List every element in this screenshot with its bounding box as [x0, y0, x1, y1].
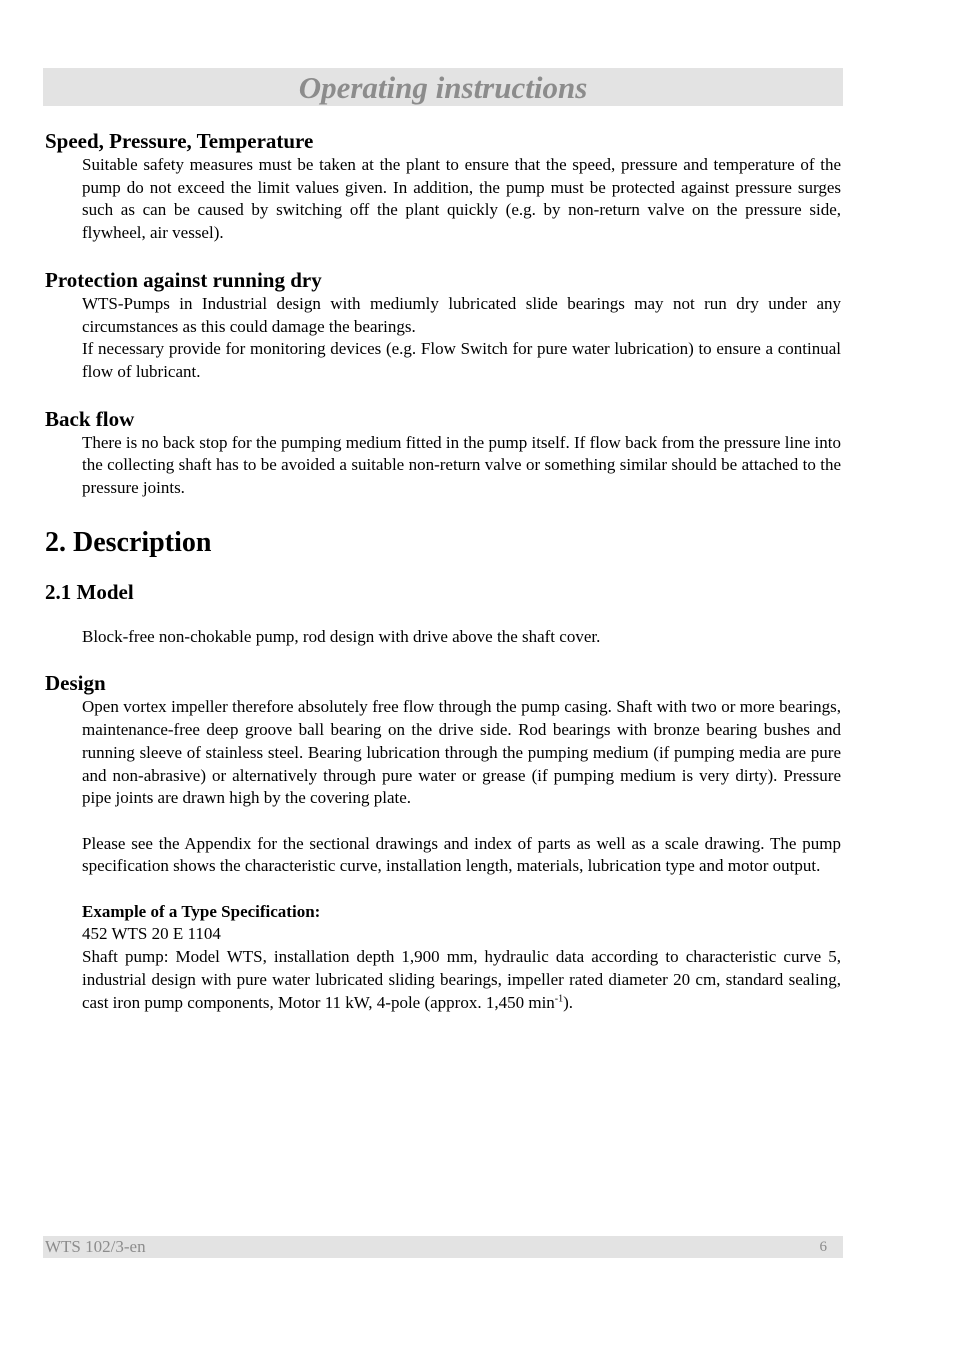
- appendix-text: Please see the Appendix for the sectional drawings and index of parts as well as a scale drawing. The pump specification shows the characteristic curve, installation length, materials, lubrication type and motor output.: [82, 833, 841, 876]
- section-text: There is no back stop for the pumping medium fitted in the pump itself. If flow back from the pressure line into the collecting shaft has to be avoided a suitable non-return valve or something similar should be attached to the pressure joints.: [82, 432, 841, 498]
- example-text-end: ).: [563, 992, 574, 1012]
- chapter-heading: 2. Description: [45, 526, 212, 558]
- section-speed: [45, 128, 841, 245]
- example-text: [82, 946, 841, 1014]
- page-number: 6: [819, 1239, 827, 1255]
- header-bar: [43, 68, 843, 106]
- example-heading: Example of a Type Specification:: [82, 901, 321, 921]
- subsection-heading: 2.1 Model: [45, 579, 134, 604]
- section-heading: Back flow: [45, 406, 135, 431]
- section-heading: Design: [45, 671, 106, 696]
- section-design: [45, 670, 841, 1014]
- example-text-main: Shaft pump: Model WTS, installation depth 1,900 mm, hydraulic data according to characteristic curve 5, industrial design with pure water lubricated sliding bearings, impeller rated diameter 20 cm, standard sealing, cast iron pump components, Motor 11 kW, 4-pole (approx. 1,450 min: [82, 947, 841, 1012]
- section-text: Suitable safety measures must be taken at the plant to ensure that the speed, pressure and temperature of the pump do not exceed the limit values given. In addition, the pump must be protected against pressure surges such as can be caused by switching off the plant quickly (e.g. by non-return valve on the pressure side, flywheel, air vessel).: [82, 155, 841, 243]
- section-heading: Protection against running dry: [45, 267, 322, 292]
- page-title: Operating instructions: [298, 70, 588, 105]
- section-text: If necessary provide for monitoring devices (e.g. Flow Switch for pure water lubrication) to ensure a continual flow of lubricant.: [82, 339, 841, 381]
- design-text: Open vortex impeller therefore absolutely free flow through the pump casing. Shaft with two or more bearings, maintenance-free deep groove ball bearing on the drive side. Rod bearings with bronze bearing bushes and running sleeve of stainless steel. Bearing lubrication through the pumping medium (if pumping media are pure and non-abrasive) or alternatively through pure water or grease (if pumping medium is very dirty). Pressure pipe joints are drawn high by the covering plate.: [82, 697, 841, 808]
- section-running-dry: [45, 267, 841, 384]
- footer-bar: [43, 1236, 843, 1258]
- section-heading: Speed, Pressure, Temperature: [45, 129, 314, 153]
- page-content: [45, 128, 841, 1036]
- document-id: WTS 102/3-en: [45, 1237, 146, 1256]
- model-text: Block-free non-chokable pump, rod design with drive above the shaft cover.: [82, 626, 601, 646]
- example-text-sup: -1: [554, 992, 564, 1004]
- section-back-flow: [45, 406, 841, 500]
- section-text: WTS-Pumps in Industrial design with mediumly lubricated slide bearings may not run dry under any circumstances as this could damage the bearings.: [82, 293, 841, 336]
- example-code: 452 WTS 20 E 1104: [82, 924, 221, 944]
